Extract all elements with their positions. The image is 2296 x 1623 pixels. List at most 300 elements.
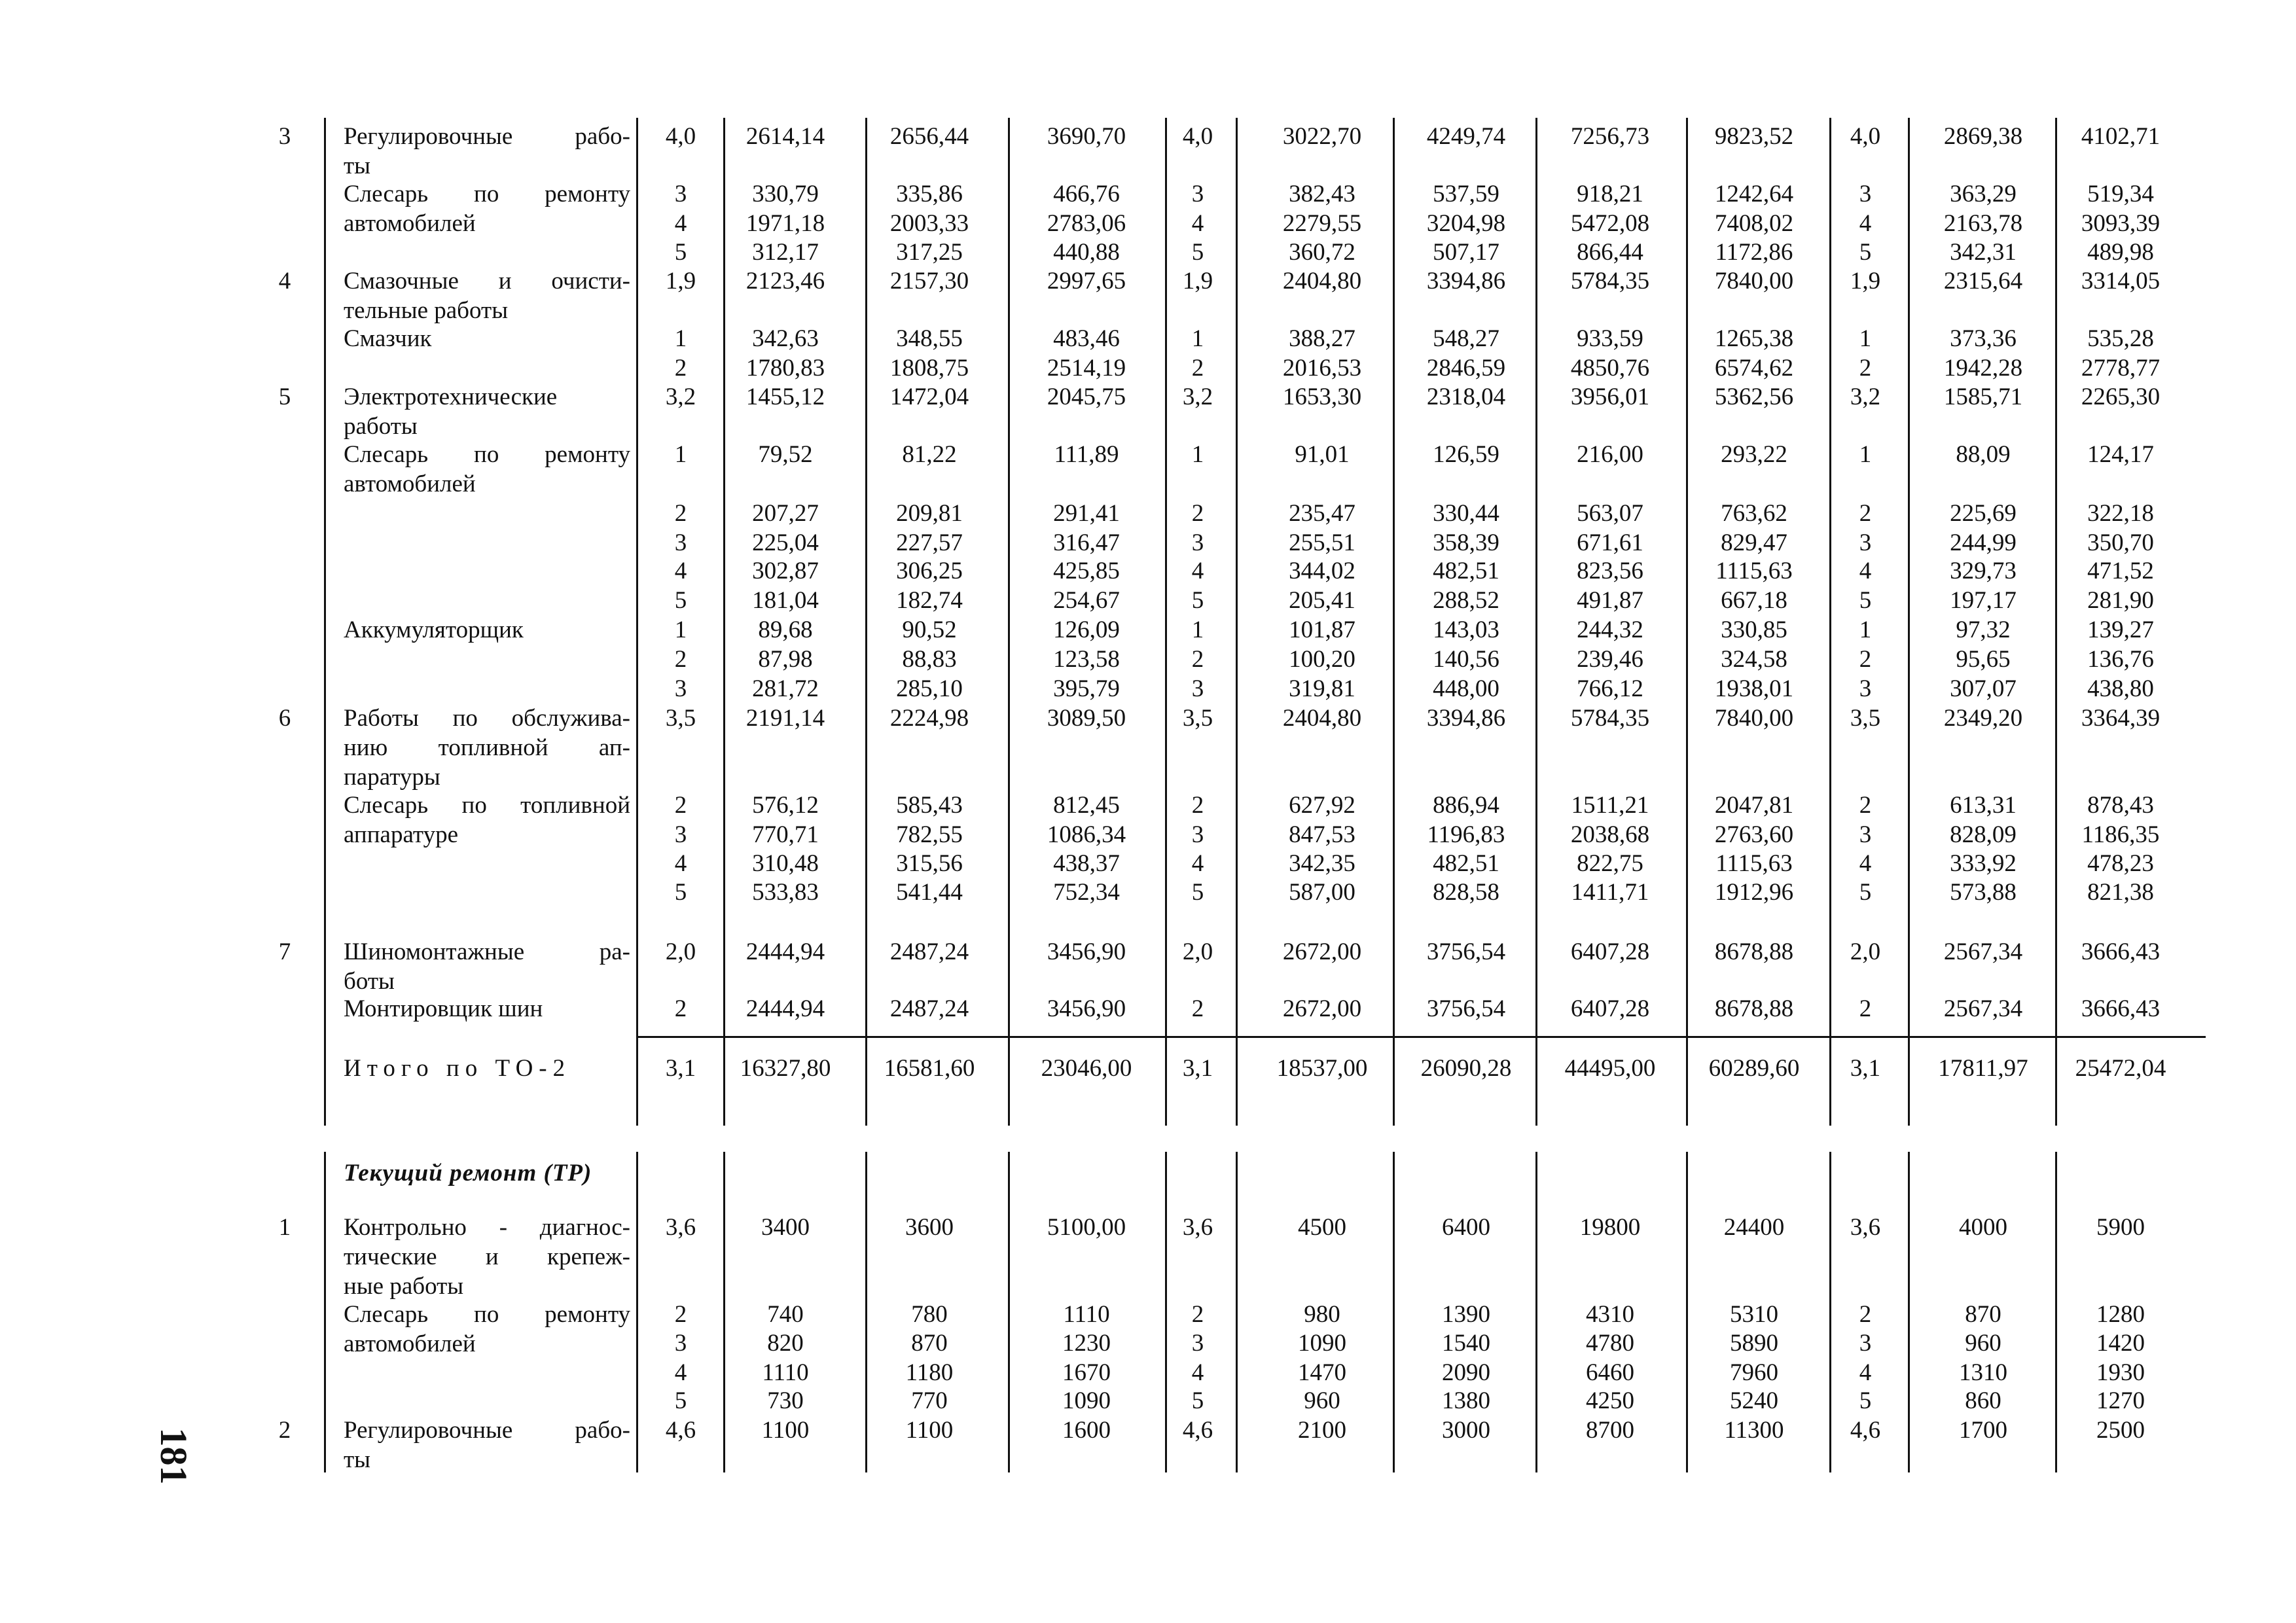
table-cell: 11300 (1724, 1417, 1784, 1444)
row-label: Смазчик (344, 325, 432, 352)
table-cell: 2,0 (1850, 938, 1881, 965)
table-cell: 306,25 (896, 558, 963, 584)
table-cell: 7840,00 (1714, 268, 1794, 294)
table-cell: 2 (1191, 792, 1204, 819)
table-cell: 2514,19 (1047, 355, 1126, 382)
table-cell: 140,56 (1433, 646, 1499, 673)
table-cell: 886,94 (1433, 792, 1499, 819)
table-cell: 3600 (905, 1214, 954, 1241)
table-cell: 348,55 (896, 325, 963, 352)
table-cell: 3,5 (1850, 705, 1881, 732)
table-cell: 847,53 (1289, 821, 1355, 848)
table-cell: 6460 (1586, 1359, 1634, 1386)
table-cell: 2047,81 (1714, 792, 1794, 819)
table-cell: 866,44 (1577, 239, 1643, 266)
table-cell: 3,6 (1850, 1214, 1881, 1241)
table-cell: 5240 (1730, 1387, 1778, 1414)
table-cell: 1 (674, 441, 687, 468)
table-cell: 317,25 (896, 239, 963, 266)
horizontal-rule (636, 1036, 2206, 1038)
table-cell: 88,09 (1956, 441, 2011, 468)
table-cell: 124,17 (2087, 441, 2154, 468)
table-cell: 363,29 (1950, 181, 2017, 207)
table-cell: 2567,34 (1943, 938, 2023, 965)
table-cell: 322,18 (2087, 500, 2154, 527)
table-cell: 3 (1859, 821, 1872, 848)
vertical-rule (1535, 118, 1537, 1126)
table-cell: 483,46 (1053, 325, 1120, 352)
vertical-rule (1908, 118, 1910, 1126)
table-cell: 5 (1191, 587, 1204, 614)
table-cell: 960 (1304, 1387, 1340, 1414)
table-cell: 2783,06 (1047, 210, 1126, 237)
table-cell: 2,0 (665, 938, 696, 965)
table-cell: 2778,77 (2081, 355, 2161, 382)
table-cell: 3 (674, 181, 687, 207)
table-cell: 535,28 (2087, 325, 2154, 352)
row-label: паратуры (344, 764, 440, 791)
table-cell: 16327,80 (740, 1055, 831, 1082)
table-cell: 26090,28 (1420, 1055, 1512, 1082)
table-cell: 100,20 (1289, 646, 1355, 673)
table-cell: 329,73 (1950, 558, 2017, 584)
table-cell: 197,17 (1950, 587, 2017, 614)
table-cell: 3364,39 (2081, 705, 2161, 732)
table-cell: 870 (1965, 1301, 2001, 1328)
table-cell: 440,88 (1053, 239, 1120, 266)
table-cell: 17811,97 (1938, 1055, 2028, 1082)
row-label: автомобилей (344, 1330, 476, 1357)
table-cell: 3,1 (665, 1055, 696, 1082)
table-cell: 5 (1191, 879, 1204, 906)
table-cell: 3 (1191, 529, 1204, 556)
table-cell: 316,47 (1053, 529, 1120, 556)
table-cell: 563,07 (1577, 500, 1643, 527)
table-cell: 4310 (1586, 1301, 1634, 1328)
row-label: Итого по ТО-2 (344, 1055, 571, 1082)
table-cell: 980 (1304, 1301, 1340, 1328)
table-cell: 3 (674, 1330, 687, 1357)
table-cell: 291,41 (1053, 500, 1120, 527)
table-cell: 1470 (1298, 1359, 1346, 1386)
table-cell: 4780 (1586, 1330, 1634, 1357)
table-cell: 730 (767, 1387, 804, 1414)
table-cell: 2 (674, 500, 687, 527)
table-cell: 860 (1965, 1387, 2001, 1414)
row-label: Аккумуляторщик (344, 616, 524, 643)
table-cell: 225,69 (1950, 500, 2017, 527)
table-cell: 342,63 (752, 325, 819, 352)
table-cell: 1,9 (1850, 268, 1881, 294)
table-cell: 5 (674, 879, 687, 906)
row-index: 7 (278, 938, 291, 965)
table-cell: 2100 (1298, 1417, 1346, 1444)
row-label: Контрольно - диагнос- (344, 1214, 630, 1241)
table-cell: 2869,38 (1943, 123, 2023, 150)
section-title-tr: Текущий ремонт (ТР) (344, 1160, 592, 1186)
table-cell: 933,59 (1577, 325, 1643, 352)
table-cell: 216,00 (1577, 441, 1643, 468)
table-cell: 235,47 (1289, 500, 1355, 527)
table-cell: 2 (1859, 500, 1872, 527)
table-cell: 2016,53 (1282, 355, 1362, 382)
table-cell: 4250 (1586, 1387, 1634, 1414)
table-cell: 1390 (1442, 1301, 1490, 1328)
table-cell: 89,68 (758, 616, 813, 643)
table-cell: 87,98 (758, 646, 813, 673)
table-cell: 3,5 (665, 705, 696, 732)
row-label: Электротехнические (344, 383, 558, 410)
table-cell: 752,34 (1053, 879, 1120, 906)
table-cell: 587,00 (1289, 879, 1355, 906)
table-cell: 244,32 (1577, 616, 1643, 643)
table-cell: 2500 (2096, 1417, 2145, 1444)
table-cell: 573,88 (1950, 879, 2017, 906)
vertical-rule (1908, 1152, 1910, 1472)
table-cell: 373,36 (1950, 325, 2017, 352)
row-label: автомобилей (344, 471, 476, 497)
vertical-rule (1008, 118, 1010, 1126)
table-cell: 6407,28 (1570, 995, 1650, 1022)
table-cell: 1265,38 (1714, 325, 1794, 352)
table-cell: 5 (674, 1387, 687, 1414)
table-cell: 1 (1859, 325, 1872, 352)
table-cell: 330,85 (1721, 616, 1787, 643)
table-cell: 3756,54 (1426, 938, 1506, 965)
table-cell: 782,55 (896, 821, 963, 848)
table-cell: 1100 (761, 1417, 810, 1444)
row-label: Шиномонтажные ра- (344, 938, 630, 965)
table-cell: 821,38 (2087, 879, 2154, 906)
table-cell: 5 (1191, 1387, 1204, 1414)
vertical-rule (636, 118, 638, 1126)
table-cell: 4 (1191, 558, 1204, 584)
table-cell: 2191,14 (745, 705, 825, 732)
row-label: Работы по обслужива- (344, 705, 630, 732)
table-cell: 1511,21 (1571, 792, 1649, 819)
table-cell: 1090 (1298, 1330, 1346, 1357)
table-cell: 2 (1191, 500, 1204, 527)
table-cell: 613,31 (1950, 792, 2017, 819)
row-label: тельные работы (344, 297, 509, 324)
table-cell: 3 (1191, 181, 1204, 207)
table-cell: 2404,80 (1282, 268, 1362, 294)
table-cell: 2672,00 (1282, 938, 1362, 965)
row-label: ты (344, 152, 371, 179)
table-cell: 91,01 (1295, 441, 1350, 468)
table-cell: 2003,33 (889, 210, 969, 237)
table-cell: 3204,98 (1426, 210, 1506, 237)
table-cell: 330,79 (752, 181, 819, 207)
table-cell: 1600 (1062, 1417, 1111, 1444)
table-cell: 3400 (761, 1214, 810, 1241)
table-cell: 1110 (762, 1359, 809, 1386)
table-cell: 16581,60 (884, 1055, 975, 1082)
vertical-rule (1008, 1152, 1010, 1472)
table-cell: 828,58 (1433, 879, 1499, 906)
table-cell: 2487,24 (889, 995, 969, 1022)
table-cell: 3666,43 (2081, 938, 2161, 965)
table-cell: 1 (674, 616, 687, 643)
table-cell: 4,0 (1182, 123, 1213, 150)
table-cell: 1186,35 (2081, 821, 2160, 848)
table-cell: 225,04 (752, 529, 819, 556)
table-cell: 4,0 (1850, 123, 1881, 150)
table-cell: 1 (674, 325, 687, 352)
table-cell: 533,83 (752, 879, 819, 906)
table-cell: 1540 (1442, 1330, 1490, 1357)
table-cell: 519,34 (2087, 181, 2154, 207)
table-cell: 2 (674, 646, 687, 673)
table-cell: 627,92 (1289, 792, 1355, 819)
row-label: Слесарь по ремонту (344, 1301, 630, 1328)
row-index: 2 (278, 1417, 291, 1444)
table-cell: 1,9 (665, 268, 696, 294)
table-cell: 205,41 (1289, 587, 1355, 614)
table-cell: 1411,71 (1571, 879, 1649, 906)
table-cell: 2157,30 (889, 268, 969, 294)
table-cell: 482,51 (1433, 850, 1499, 877)
table-cell: 44495,00 (1564, 1055, 1656, 1082)
table-cell: 3 (674, 675, 687, 702)
table-cell: 4 (674, 558, 687, 584)
table-cell: 1938,01 (1714, 675, 1794, 702)
table-cell: 1 (1191, 616, 1204, 643)
row-label: ты (344, 1446, 371, 1473)
table-cell: 8678,88 (1714, 995, 1794, 1022)
table-cell: 4 (674, 850, 687, 877)
table-cell: 9823,52 (1714, 123, 1794, 150)
table-cell: 829,47 (1721, 529, 1787, 556)
table-cell: 3 (674, 821, 687, 848)
table-cell: 1808,75 (889, 355, 969, 382)
table-cell: 5100,00 (1047, 1214, 1126, 1241)
table-cell: 81,22 (902, 441, 957, 468)
table-cell: 770,71 (752, 821, 819, 848)
table-cell: 3,5 (1182, 705, 1213, 732)
table-cell: 1700 (1959, 1417, 2007, 1444)
table-cell: 333,92 (1950, 850, 2017, 877)
table-cell: 2 (1859, 995, 1872, 1022)
table-cell: 4 (1859, 210, 1872, 237)
row-label: работы (344, 413, 418, 440)
table-cell: 1,9 (1182, 268, 1213, 294)
table-cell: 3,1 (1850, 1055, 1881, 1082)
table-cell: 335,86 (896, 181, 963, 207)
table-cell: 1380 (1442, 1387, 1490, 1414)
table-cell: 139,27 (2087, 616, 2154, 643)
table-cell: 181,04 (752, 587, 819, 614)
table-cell: 4 (674, 1359, 687, 1386)
table-cell: 1196,83 (1427, 821, 1505, 848)
table-cell: 3394,86 (1426, 705, 1506, 732)
table-cell: 822,75 (1577, 850, 1643, 877)
table-cell: 2265,30 (2081, 383, 2161, 410)
table-cell: 3666,43 (2081, 995, 2161, 1022)
table-cell: 2090 (1442, 1359, 1490, 1386)
table-cell: 4 (1859, 558, 1872, 584)
table-cell: 1912,96 (1714, 879, 1794, 906)
row-index: 4 (278, 268, 291, 294)
table-cell: 388,27 (1289, 325, 1355, 352)
table-cell: 4850,76 (1570, 355, 1650, 382)
table-cell: 3690,70 (1047, 123, 1126, 150)
table-cell: 5 (674, 587, 687, 614)
table-cell: 2 (1191, 355, 1204, 382)
table-cell: 88,83 (902, 646, 957, 673)
table-cell: 3456,90 (1047, 938, 1126, 965)
table-cell: 2123,46 (745, 268, 825, 294)
table-cell: 4,6 (665, 1417, 696, 1444)
table-cell: 1930 (2096, 1359, 2145, 1386)
table-cell: 24400 (1723, 1214, 1785, 1241)
table-cell: 1 (1859, 441, 1872, 468)
table-cell: 4102,71 (2081, 123, 2161, 150)
table-cell: 227,57 (896, 529, 963, 556)
table-cell: 288,52 (1433, 587, 1499, 614)
table-cell: 820 (767, 1330, 804, 1357)
table-cell: 491,87 (1577, 587, 1643, 614)
table-cell: 438,80 (2087, 675, 2154, 702)
table-cell: 281,72 (752, 675, 819, 702)
table-cell: 1971,18 (745, 210, 825, 237)
table-cell: 3394,86 (1426, 268, 1506, 294)
table-cell: 3093,39 (2081, 210, 2161, 237)
table-cell: 3756,54 (1426, 995, 1506, 1022)
table-cell: 2,0 (1182, 938, 1213, 965)
table-cell: 4000 (1959, 1214, 2007, 1241)
table-cell: 5784,35 (1570, 705, 1650, 732)
table-cell: 1 (1859, 616, 1872, 643)
vertical-rule (636, 1152, 638, 1472)
row-label: Регулировочные рабо- (344, 1417, 630, 1444)
table-cell: 2349,20 (1943, 705, 2023, 732)
table-cell: 4 (1859, 850, 1872, 877)
row-label: Слесарь по ремонту (344, 441, 630, 468)
table-cell: 18537,00 (1276, 1055, 1368, 1082)
table-cell: 5900 (2096, 1214, 2145, 1241)
table-cell: 360,72 (1289, 239, 1355, 266)
table-cell: 2 (674, 995, 687, 1022)
table-cell: 19800 (1579, 1214, 1641, 1241)
table-cell: 255,51 (1289, 529, 1355, 556)
table-cell: 770 (911, 1387, 948, 1414)
table-cell: 281,90 (2087, 587, 2154, 614)
row-label: Регулировочные рабо- (344, 123, 630, 150)
table-cell: 3 (1859, 675, 1872, 702)
table-cell: 3314,05 (2081, 268, 2161, 294)
table-cell: 1115,63 (1715, 850, 1793, 877)
table-cell: 209,81 (896, 500, 963, 527)
vertical-rule (1393, 118, 1395, 1126)
row-label: Слесарь по топливной (344, 792, 630, 819)
table-cell: 324,58 (1721, 646, 1787, 673)
table-cell: 482,51 (1433, 558, 1499, 584)
table-cell: 126,59 (1433, 441, 1499, 468)
table-cell: 8678,88 (1714, 938, 1794, 965)
vertical-rule (1535, 1152, 1537, 1472)
table-cell: 4 (1859, 1359, 1872, 1386)
table-cell: 780 (911, 1301, 948, 1328)
table-cell: 285,10 (896, 675, 963, 702)
row-label: нию топливной ап- (344, 734, 630, 761)
row-label: ные работы (344, 1273, 464, 1300)
table-cell: 1 (1191, 325, 1204, 352)
table-cell: 126,09 (1053, 616, 1120, 643)
table-cell: 7408,02 (1714, 210, 1794, 237)
table-cell: 2 (1859, 1301, 1872, 1328)
table-cell: 2224,98 (889, 705, 969, 732)
table-cell: 4,6 (1182, 1417, 1213, 1444)
table-cell: 4,6 (1850, 1417, 1881, 1444)
table-cell: 2 (674, 1301, 687, 1328)
table-cell: 2 (674, 355, 687, 382)
table-cell: 2038,68 (1570, 821, 1650, 848)
table-cell: 1180 (905, 1359, 954, 1386)
table-cell: 2656,44 (889, 123, 969, 150)
table-cell: 344,02 (1289, 558, 1355, 584)
table-cell: 6407,28 (1570, 938, 1650, 965)
vertical-rule (1393, 1152, 1395, 1472)
table-cell: 90,52 (902, 616, 957, 643)
table-cell: 4,0 (665, 123, 696, 150)
table-cell: 342,35 (1289, 850, 1355, 877)
table-cell: 2045,75 (1047, 383, 1126, 410)
table-cell: 182,74 (896, 587, 963, 614)
table-cell: 2 (1191, 995, 1204, 1022)
table-cell: 1780,83 (745, 355, 825, 382)
table-cell: 382,43 (1289, 181, 1355, 207)
table-cell: 4 (674, 210, 687, 237)
table-cell: 1420 (2096, 1330, 2145, 1357)
table-cell: 358,39 (1433, 529, 1499, 556)
table-cell: 3022,70 (1282, 123, 1362, 150)
table-cell: 3 (1859, 529, 1872, 556)
table-cell: 1172,86 (1715, 239, 1793, 266)
table-cell: 2444,94 (745, 938, 825, 965)
table-cell: 312,17 (752, 239, 819, 266)
table-cell: 878,43 (2087, 792, 2154, 819)
table-cell: 319,81 (1289, 675, 1355, 702)
table-cell: 2487,24 (889, 938, 969, 965)
page-number: 181 (152, 1427, 195, 1485)
table-cell: 4 (1191, 1359, 1204, 1386)
table-cell: 489,98 (2087, 239, 2154, 266)
table-cell: 1230 (1062, 1330, 1111, 1357)
row-label: боты (344, 968, 395, 995)
table-cell: 2318,04 (1426, 383, 1506, 410)
table-cell: 5362,56 (1714, 383, 1794, 410)
table-cell: 438,37 (1053, 850, 1120, 877)
table-cell: 8700 (1586, 1417, 1634, 1444)
table-cell: 395,79 (1053, 675, 1120, 702)
row-index: 5 (278, 383, 291, 410)
table-cell: 2 (1859, 792, 1872, 819)
table-cell: 7960 (1730, 1359, 1778, 1386)
table-cell: 4 (1191, 850, 1204, 877)
table-cell: 23046,00 (1041, 1055, 1132, 1082)
table-cell: 1472,04 (889, 383, 969, 410)
table-cell: 3 (1191, 675, 1204, 702)
table-cell: 143,03 (1433, 616, 1499, 643)
table-cell: 244,99 (1950, 529, 2017, 556)
table-cell: 3,6 (1182, 1214, 1213, 1241)
table-cell: 25472,04 (2075, 1055, 2166, 1082)
table-cell: 1455,12 (745, 383, 825, 410)
table-cell: 3,1 (1182, 1055, 1213, 1082)
table-cell: 2567,34 (1943, 995, 2023, 1022)
table-cell: 2 (1859, 646, 1872, 673)
